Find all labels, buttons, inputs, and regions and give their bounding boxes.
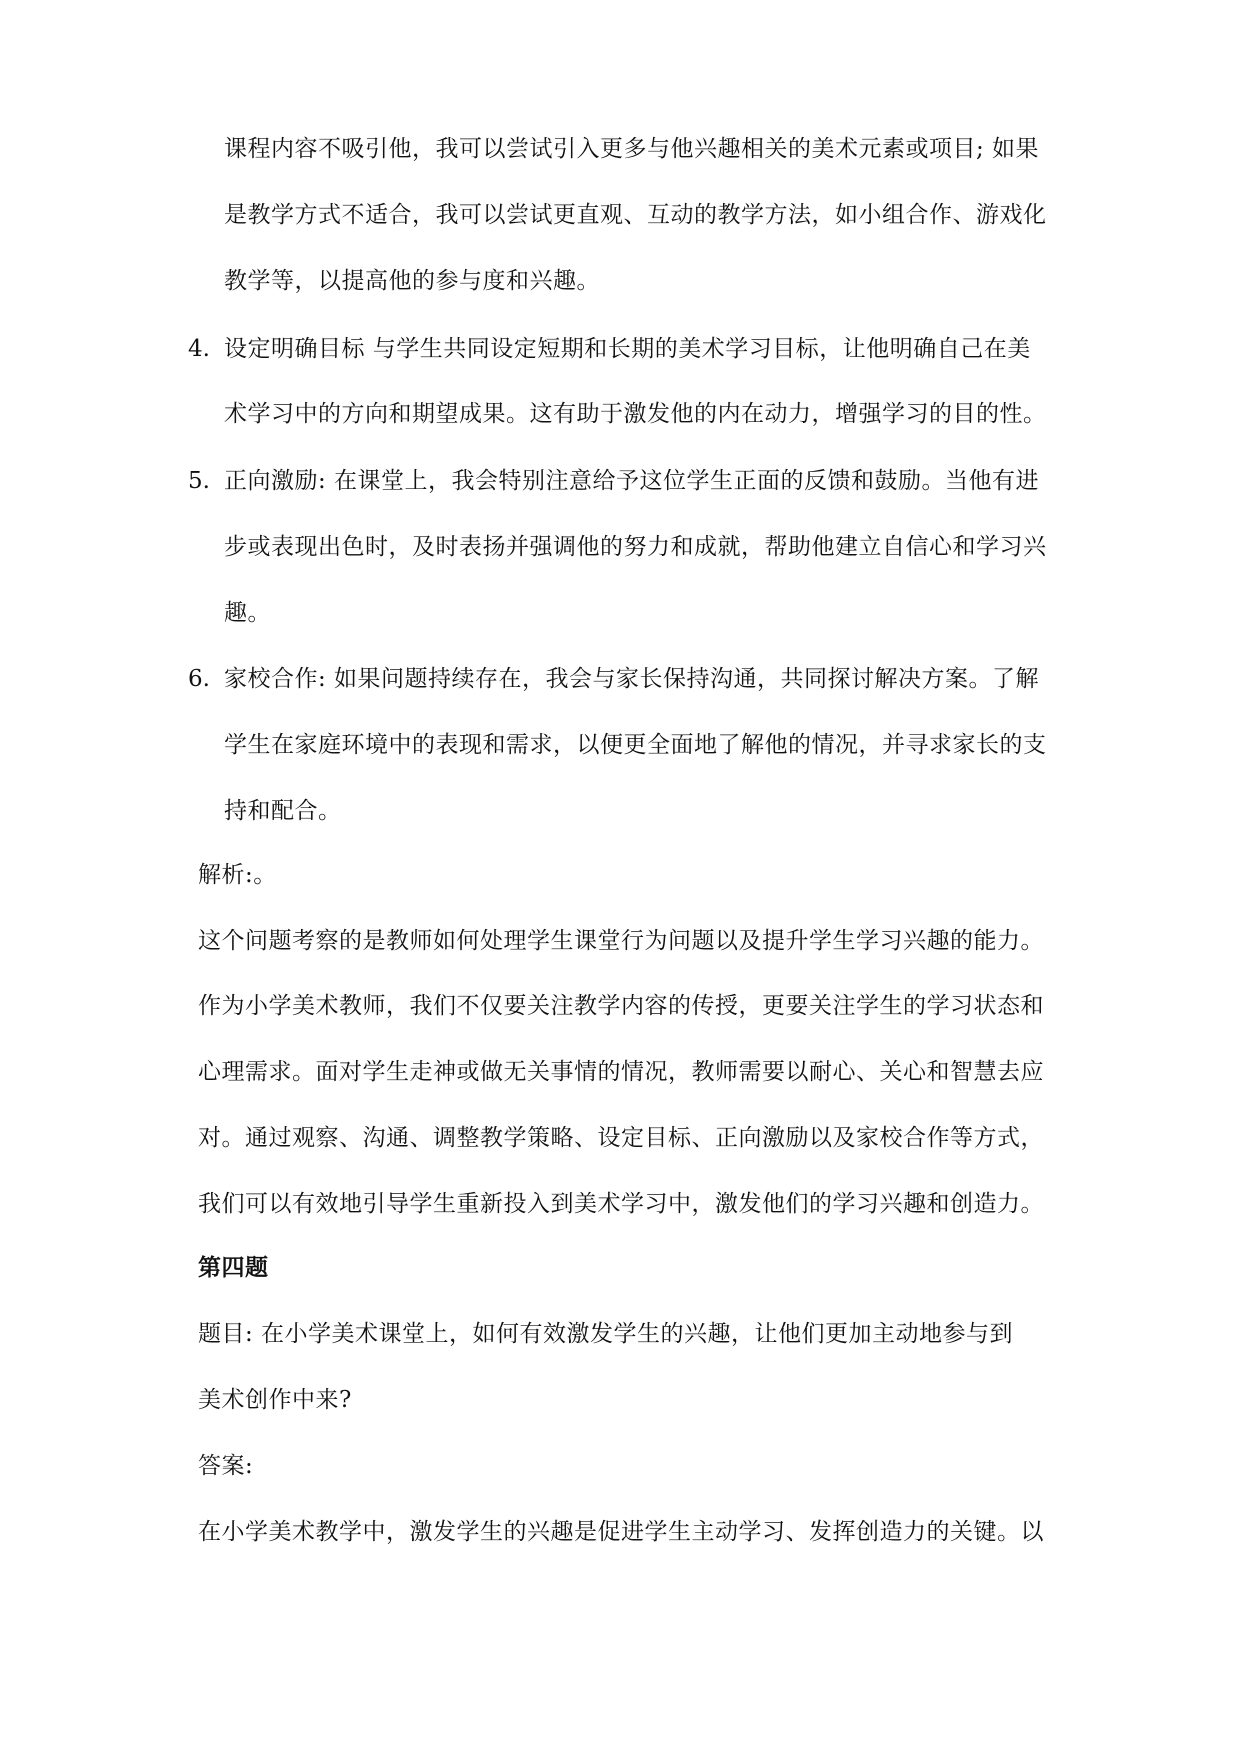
item-number-6: 6. bbox=[188, 666, 210, 692]
item-5-line-3: 趣。 bbox=[224, 600, 271, 626]
item-5-line-1: 正向激励: 在课堂上，我会特别注意给予这位学生正面的反馈和鼓励。当他有进 bbox=[224, 468, 1040, 494]
answer-line-1: 在小学美术教学中，激发学生的兴趣是促进学生主动学习、发挥创造力的关键。以 bbox=[198, 1519, 1044, 1545]
item-6-line-1: 家校合作: 如果问题持续存在，我会与家长保持沟通，共同探讨解决方案。了解 bbox=[224, 666, 1040, 692]
item-number-4: 4. bbox=[188, 336, 210, 362]
item-6-line-3: 持和配合。 bbox=[224, 798, 342, 824]
answer-label: 答案: bbox=[198, 1453, 254, 1479]
analysis-label: 解析:。 bbox=[198, 862, 277, 888]
question-line-2: 美术创作中来? bbox=[198, 1387, 352, 1413]
section-heading: 第四题 bbox=[198, 1255, 269, 1281]
item-4-line-2: 术学习中的方向和期望成果。这有助于激发他的内在动力，增强学习的目的性。 bbox=[224, 401, 1047, 427]
analysis-line-3: 心理需求。面对学生走神或做无关事情的情况，教师需要以耐心、关心和智慧去应 bbox=[198, 1059, 1044, 1085]
analysis-line-2: 作为小学美术教师，我们不仅要关注教学内容的传授，更要关注学生的学习状态和 bbox=[198, 993, 1044, 1019]
analysis-line-1: 这个问题考察的是教师如何处理学生课堂行为问题以及提升学生学习兴趣的能力。 bbox=[198, 928, 1044, 954]
question-line-1: 题目: 在小学美术课堂上，如何有效激发学生的兴趣，让他们更加主动地参与到 bbox=[198, 1321, 1014, 1347]
item-4-line-1: 设定明确目标 与学生共同设定短期和长期的美术学习目标，让他明确自己在美 bbox=[224, 336, 1031, 362]
item-5-line-2: 步或表现出色时，及时表扬并强调他的努力和成就，帮助他建立自信心和学习兴 bbox=[224, 534, 1047, 560]
analysis-line-4: 对。通过观察、沟通、调整教学策略、设定目标、正向激励以及家校合作等方式， bbox=[198, 1125, 1044, 1151]
continuation-line-1: 课程内容不吸引他，我可以尝试引入更多与他兴趣相关的美术元素或项目; 如果 bbox=[224, 136, 1040, 162]
item-6-line-2: 学生在家庭环境中的表现和需求，以便更全面地了解他的情况，并寻求家长的支 bbox=[224, 732, 1047, 758]
analysis-line-5: 我们可以有效地引导学生重新投入到美术学习中，激发他们的学习兴趣和创造力。 bbox=[198, 1191, 1044, 1217]
continuation-line-2: 是教学方式不适合，我可以尝试更直观、互动的教学方法，如小组合作、游戏化 bbox=[224, 202, 1047, 228]
item-number-5: 5. bbox=[188, 468, 210, 494]
continuation-line-3: 教学等，以提高他的参与度和兴趣。 bbox=[224, 268, 600, 294]
